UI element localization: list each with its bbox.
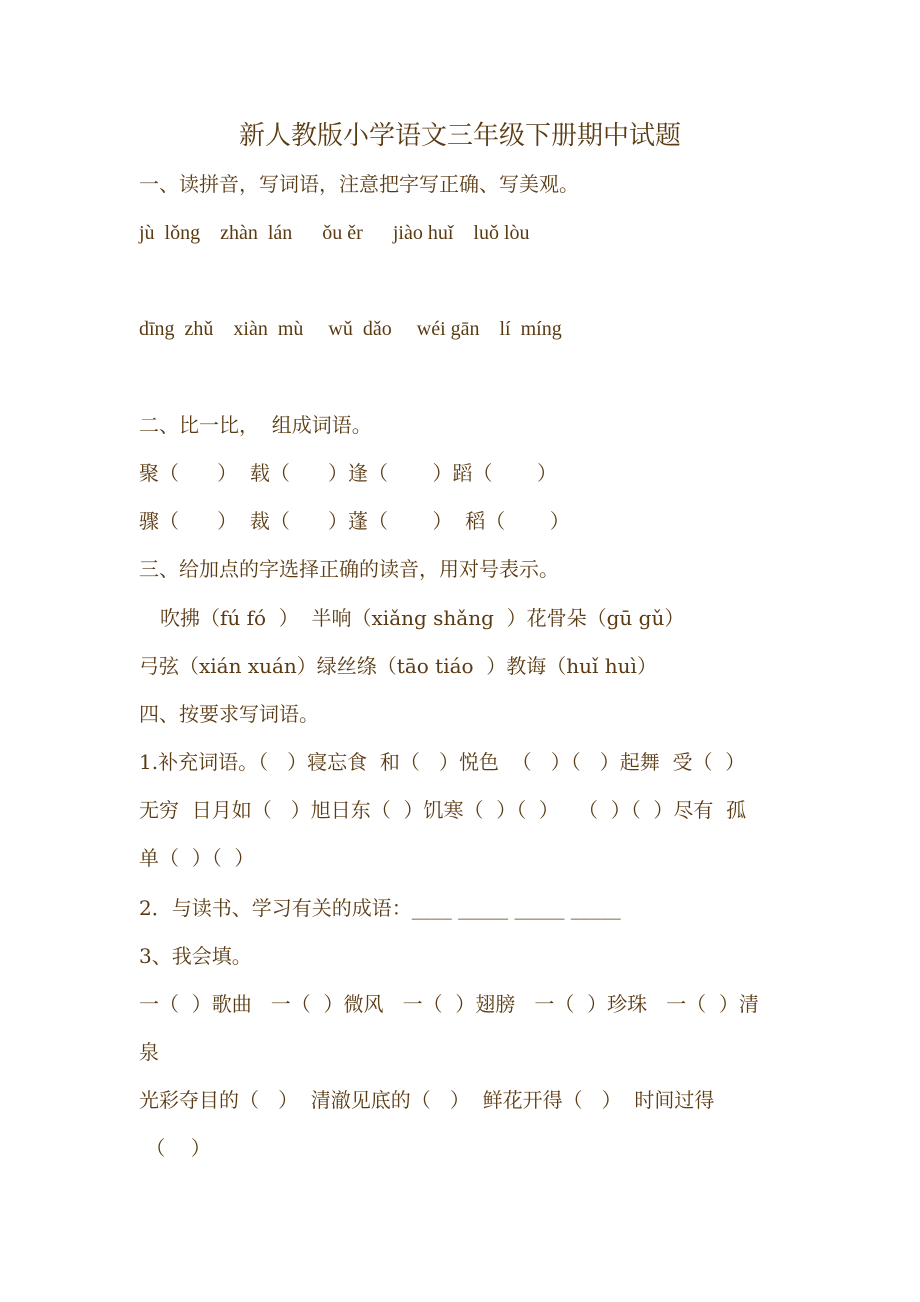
page-title: 新人教版小学语文三年级下册期中试题 <box>238 121 681 151</box>
section-2-heading: 二、比一比， 组成词语。 <box>139 413 372 437</box>
measure-words-line-2: 泉 <box>139 1040 159 1064</box>
fill-words-line-3: 单（ ）（ ） <box>139 846 255 870</box>
pinyin-row-2: dīng zhǔ xiàn mù wǔ dǎo wéi gān lí míng <box>139 318 562 340</box>
phrase-line-2: （ ） <box>139 1136 211 1160</box>
idioms-line: 2．与读书、学习有关的成语：____ _____ _____ _____ <box>139 896 621 920</box>
reading-row-2: 弓弦（xián xuán）绿丝绦（tāo tiáo ）教诲（huǐ huì） <box>139 654 657 678</box>
pinyin-row-1: jù lǒng zhàn lán ǒu ěr jiào huǐ luǒ lòu <box>139 222 530 244</box>
phrase-line-1: 光彩夺目的（ ） 清澈见底的（ ） 鲜花开得（ ） 时间过得 <box>139 1088 715 1112</box>
measure-words-line-1: 一（ ）歌曲 一（ ）微风 一（ ）翅膀 一（ ）珍珠 一（ ）清 <box>139 992 759 1016</box>
reading-row-1: 吹拂（fú fó ） 半响（xiǎng shǎng ）花骨朵（gū gǔ） <box>160 606 685 630</box>
section-1-heading: 一、读拼音，写词语，注意把字写正确、写美观。 <box>139 172 579 196</box>
compare-row-2: 骤（ ） 裁（ ）蓬（ ） 稻（ ） <box>139 509 570 533</box>
fill-words-line-2: 无穷 日月如（ ）旭日东（ ）饥寒（ ）（ ） （ ）（ ）尽有 孤 <box>139 798 747 822</box>
compare-row-1: 聚（ ） 载（ ）逢（ ）蹈（ ） <box>139 461 558 485</box>
fill-words-line-1: 1.补充词语。（ ）寝忘食 和（ ）悦色 （ ）（ ）起舞 受（ ） <box>139 750 746 774</box>
section-3-heading: 三、给加点的字选择正确的读音，用对号表示。 <box>139 557 559 581</box>
sub-3-heading: 3、我会填。 <box>139 944 252 968</box>
section-4-heading: 四、按要求写词语。 <box>139 702 319 726</box>
